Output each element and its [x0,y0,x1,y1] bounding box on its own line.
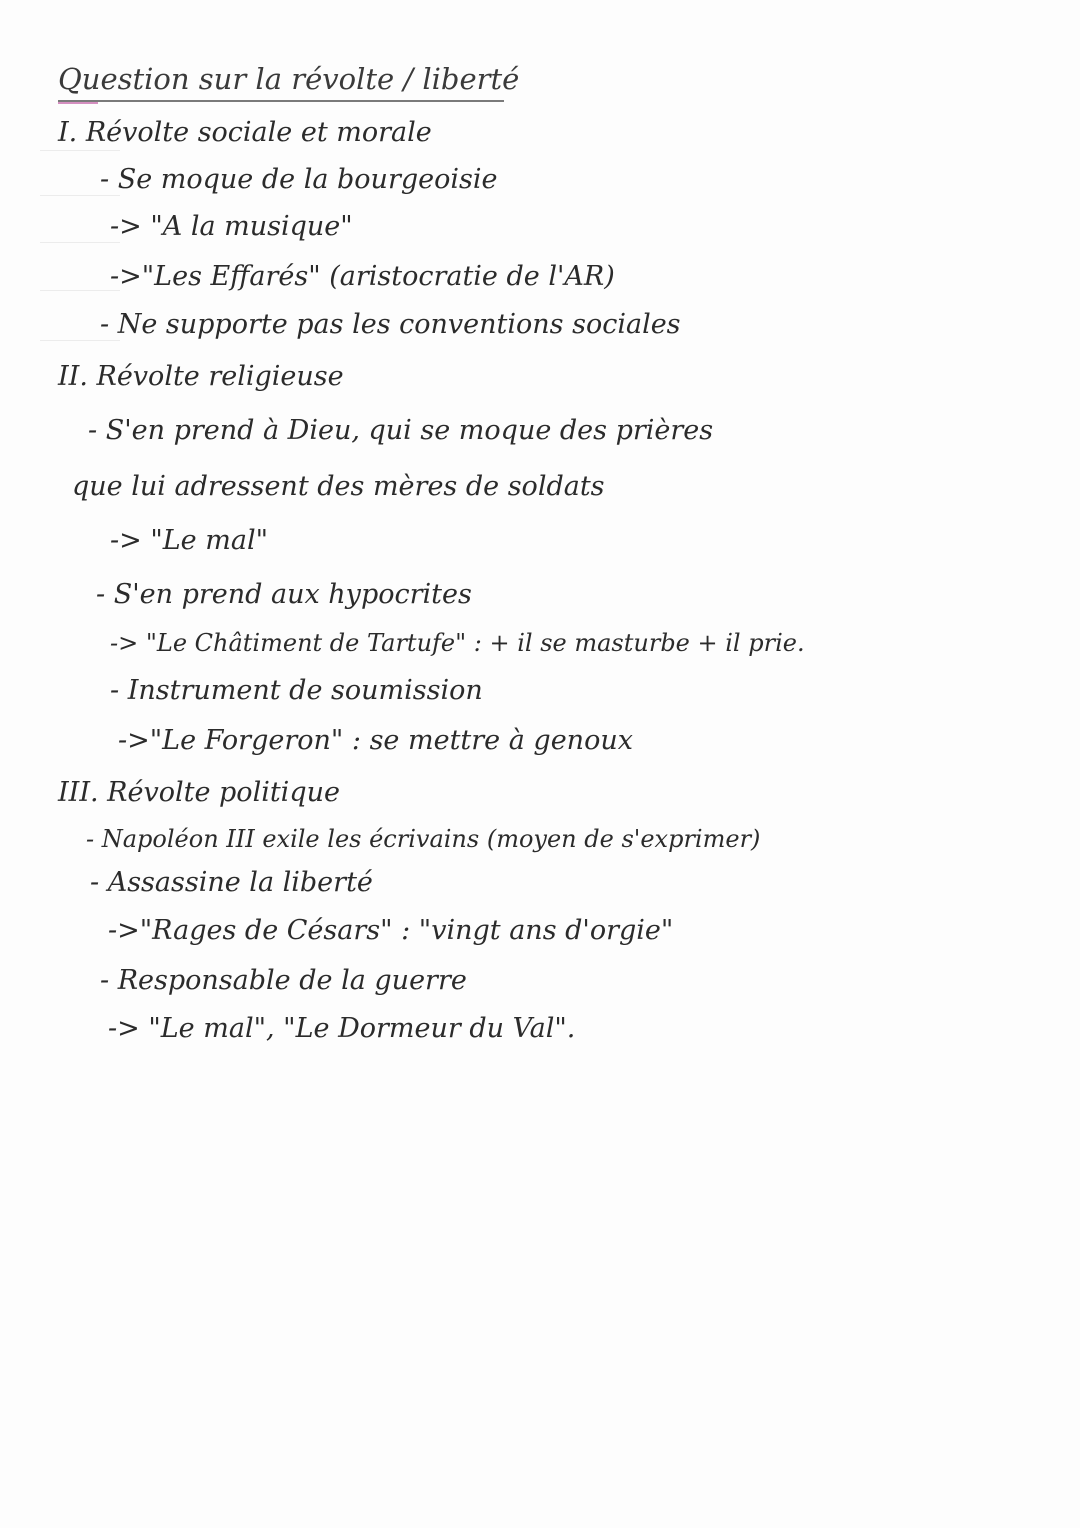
note-line: - Assassine la liberté [90,867,373,898]
note-line: - Ne supporte pas les conventions sociales [100,309,681,340]
page-title: Question sur la révolte / liberté [58,62,520,96]
note-line: - S'en prend à Dieu, qui se moque des prières [88,415,714,446]
section-heading-social: I. Révolte sociale et morale [58,117,432,148]
section-heading-political: III. Révolte politique [58,777,340,808]
note-line: - S'en prend aux hypocrites [96,579,472,610]
ruled-line [40,290,120,291]
note-line: ->"Rages de Césars" : "vingt ans d'orgie" [108,915,674,946]
note-line: -> "Le mal", "Le Dormeur du Val". [108,1013,576,1044]
note-line: que lui adressent des mères de soldats [72,471,605,502]
note-line: -> "Le Châtiment de Tartufe" : + il se masturbe + il prie. [110,629,805,657]
note-line: ->"Le Forgeron" : se mettre à genoux [118,725,633,756]
title-underline-accent [58,102,98,104]
note-line: ->"Les Effarés" (aristocratie de l'AR) [110,261,615,292]
note-line: - Se moque de la bourgeoisie [100,164,498,195]
title-underline [58,100,504,102]
note-line: - Napoléon III exile les écrivains (moyen de s'exprimer) [86,825,761,853]
note-line: - Responsable de la guerre [100,965,467,996]
section-heading-religious: II. Révolte religieuse [58,361,344,392]
ruled-line [40,150,120,151]
note-line: - Instrument de soumission [110,675,483,706]
ruled-line [40,195,120,196]
ruled-line [40,340,120,341]
ruled-line [40,242,120,243]
note-line: -> "Le mal" [110,525,268,556]
note-line: -> "A la musique" [110,211,353,242]
